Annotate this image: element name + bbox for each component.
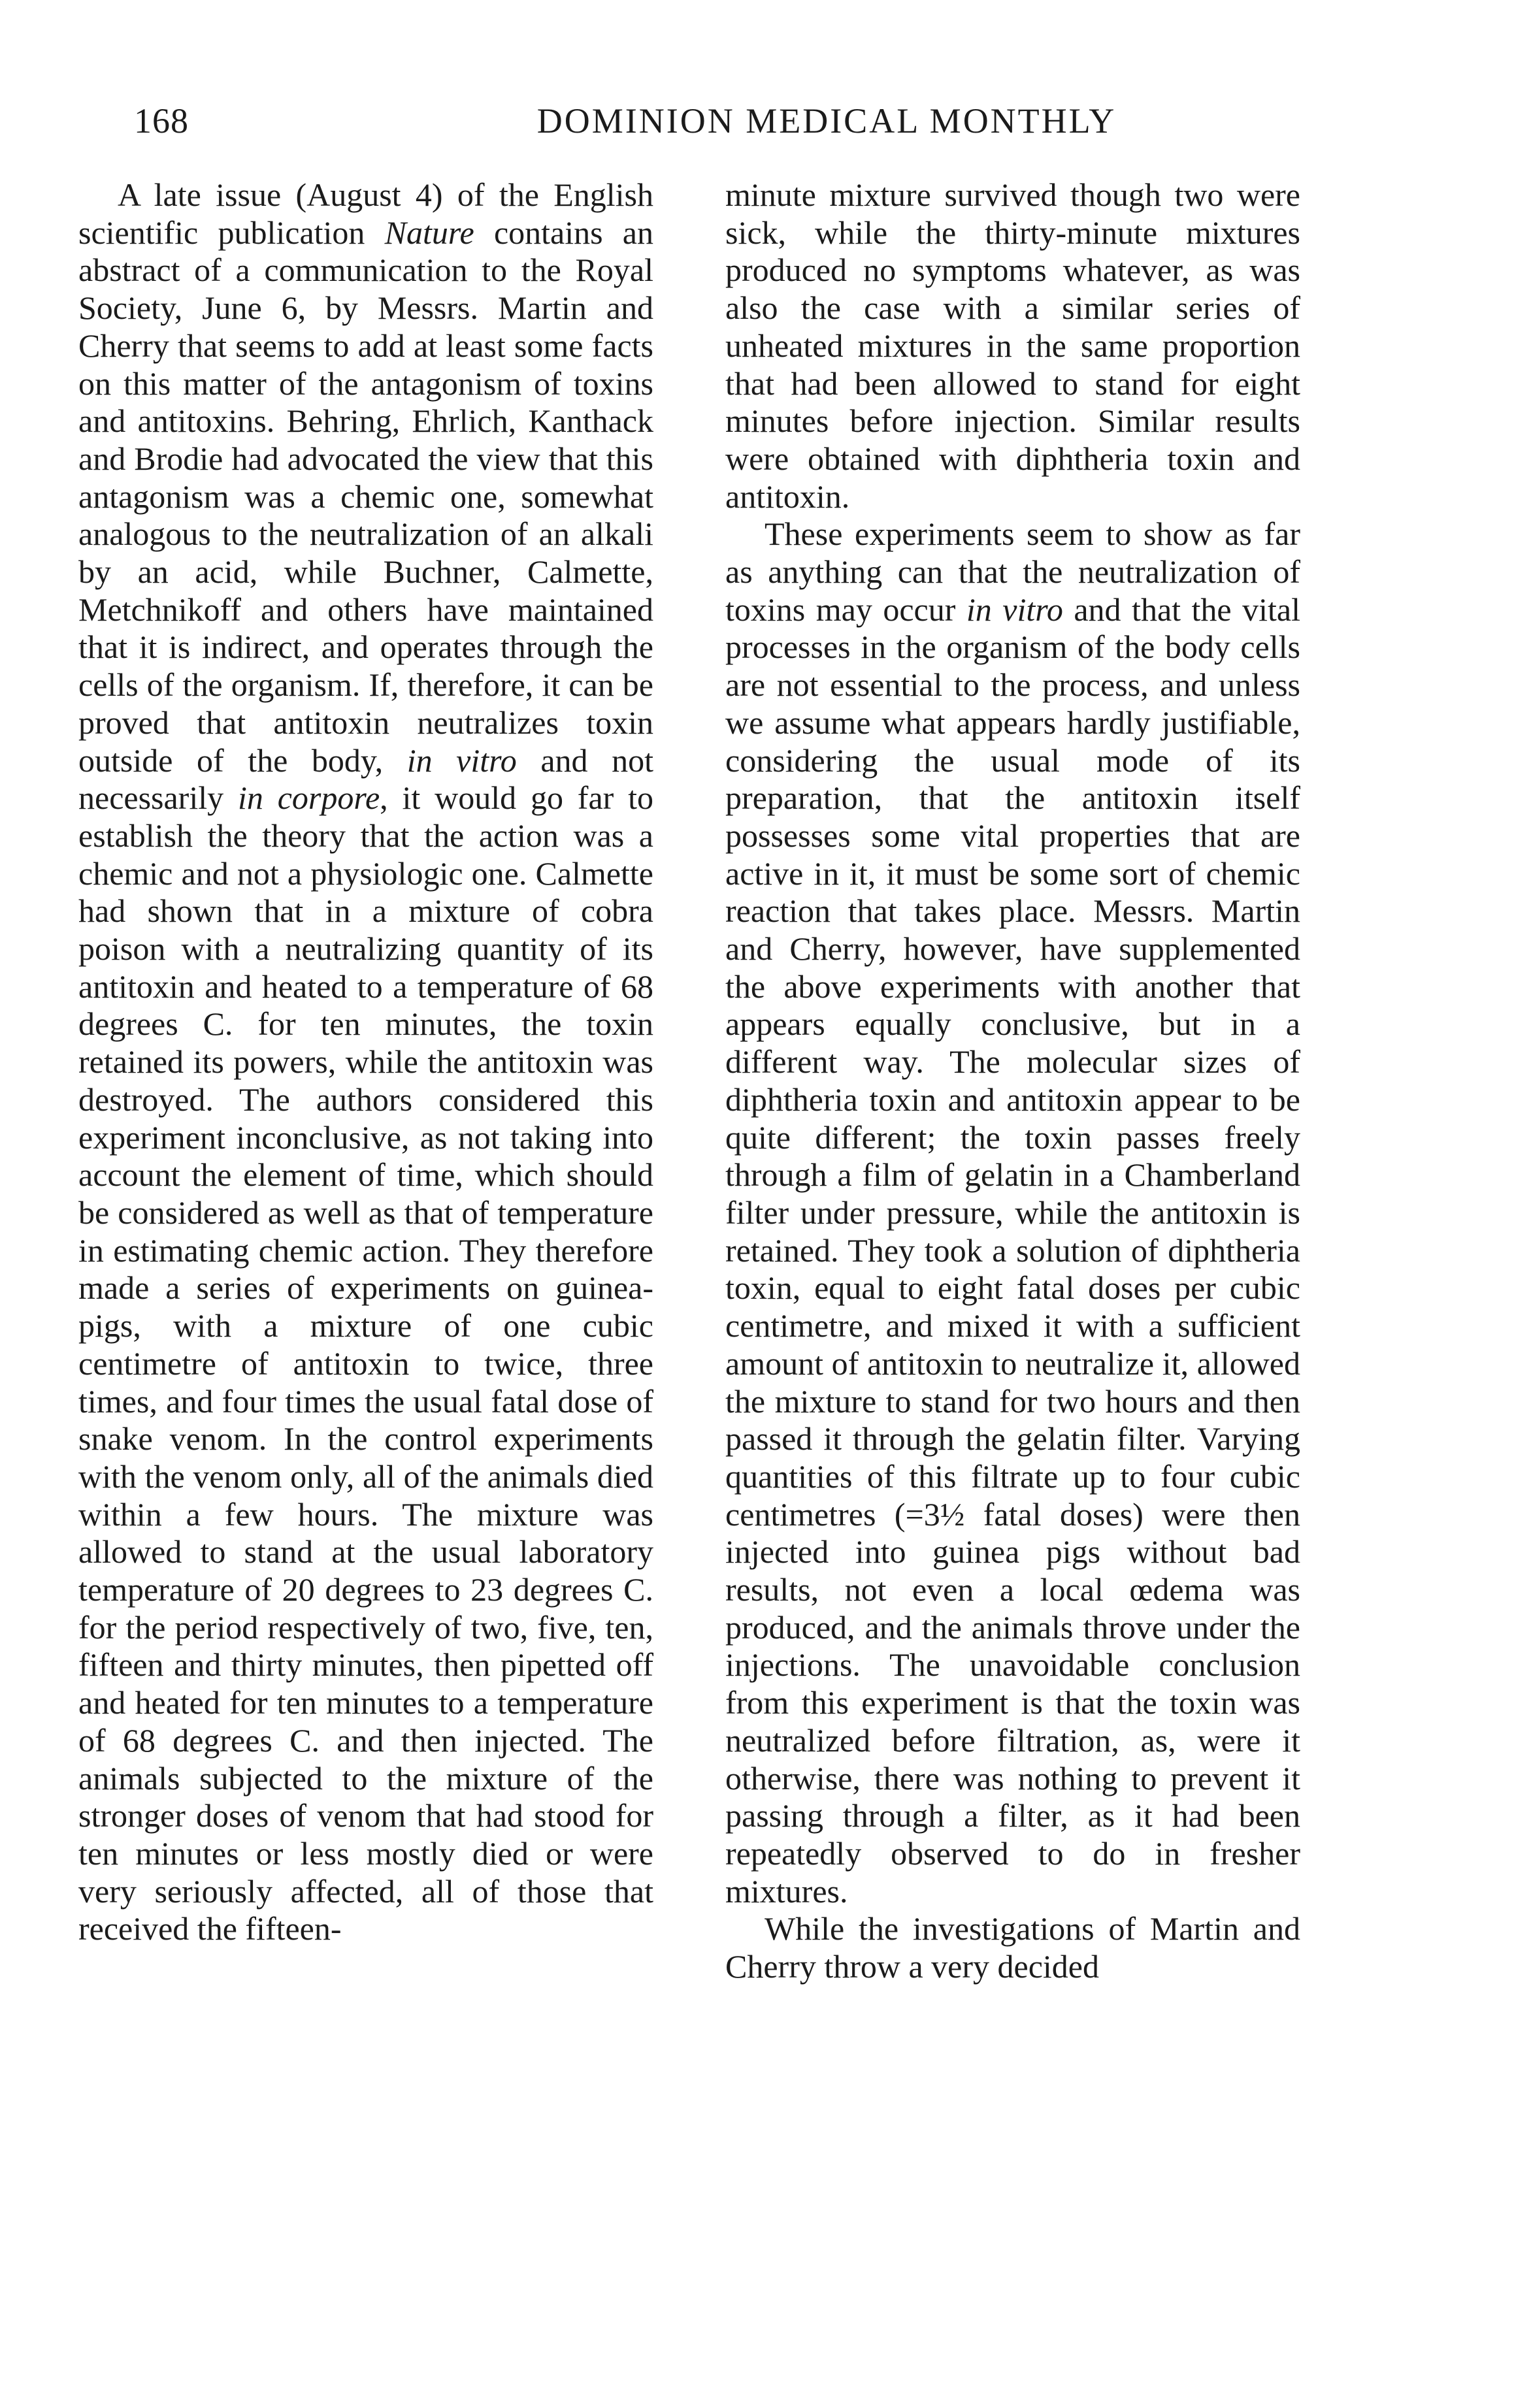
article-paragraph-2: [725, 515, 1300, 1910]
text-run: contains an abstract of a communication to the Royal Society, June 6, by Messrs. Martin and Cherry that seems to add at least some facts on this matter of the antagonism of toxins and antitoxins. Behring, Ehrlich, Kanthack and Brodie had advocated the view that this antagonism was a chemic one, somewhat analogous to the neutralization of an alkali by an acid, while Buchner, Calmette, Metchnikoff and others have maintained that it is indirect, and operates through the cells of the organism. If, therefore, it can be proved that antitoxin neutralizes toxin outside of the body,: [78, 214, 653, 779]
latin-term: in corpore: [237, 779, 380, 817]
article-paragraph-3: While the investigations of Martin and Cherry throw a very decided: [725, 1910, 1300, 1985]
text-run: A late issue (August 4) of the English scientific publication: [78, 176, 653, 251]
right-column: [725, 176, 1300, 1986]
left-column: [78, 176, 653, 1948]
page-header: [134, 98, 1398, 157]
text-run: and not necessarily: [78, 741, 653, 817]
text-run: These experiments seem to show as far as anything can that the neutralization of toxins may occur: [725, 515, 1300, 628]
latin-term: in vitro: [966, 591, 1063, 628]
running-title: DOMINION MEDICAL MONTHLY: [536, 101, 1117, 140]
text-run: , it would go far to establish the theory that the action was a chemic and not a physiologic one. Calmette had shown that in a mixture of cobra poison with a neutralizing quantity of its antitoxin and heated to a temperature of 68 degrees C. for ten minutes, the toxin retained its powers, while the antitoxin was destroyed. The authors considered this experiment inconclusive, as not taking into account the element of time, which should be considered as well as that of temperature in estimating chemic action. They therefore made a series of experiments on guinea-pigs, with a mixture of one cubic centimetre of antitoxin to twice, three times, and four times the usual fatal dose of snake venom. In the control experiments with the venom only, all of the animals died within a few hours. The mixture was allowed to stand at the usual laboratory temperature of 20 degrees to 23 degrees C. for the period respectively of two, five, ten, fifteen and thirty minutes, then pipetted off and heated for ten minutes to a temperature of 68 degrees C. and then injected. The animals subjected to the mixture of the stronger doses of venom that had stood for ten minutes or less mostly died or were very seriously affected, all of those that received the fifteen-: [78, 779, 654, 1947]
dose-equivalence: (=3½ fatal doses): [894, 1495, 1144, 1533]
text-run: and that the vital processes in the organism of the body cells are not essential to the process, and unless we assume what appears hardly justifiable, considering the usual mode of its preparation, that the antitoxin itself possesses some vital properties that are active in it, it must be some sort of chemic reaction that takes place. Messrs. Martin and Cherry, however, have supplemented the above experiments with another that appears equally conclusive, but in a different way. The molecular sizes of diphtheria toxin and antitoxin appear to be quite different; the toxin passes freely through a film of gelatin in a Chamberland filter under pressure, while the antitoxin is retained. They took a solution of diphtheria toxin, equal to eight fatal doses per cubic centimetre, and mixed it with a sufficient amount of antitoxin to neutralize it, allowed the mixture to stand for two hours and then passed it through the gelatin filter. Varying quantities of this filtrate up to four cubic centimetres: [725, 591, 1300, 1533]
journal-name: Nature: [384, 214, 474, 251]
article-paragraph-continued: minute mixture survived though two were sick, while the thirty-minute mixtures produced no symptoms whatever, as was also the case with a similar series of unheated mixtures in the same proportion that had been allowed to stand for eight minutes before injection. Similar results were obtained with diphtheria toxin and antitoxin.: [725, 176, 1300, 515]
page-number: 168: [134, 101, 189, 140]
latin-term: in vitro: [406, 741, 517, 779]
text-run: were then injected into guinea pigs without bad results, not even a local œdema was produced, and the animals throve under the injections. The unavoidable conclusion from this experiment is that the toxin was neutralized before filtration, as, were it otherwise, there was nothing to prevent it passing through a filter, as it had been repeatedly observed to do in fresher mixtures.: [725, 1495, 1300, 1910]
article-paragraph-1: [78, 176, 653, 1948]
